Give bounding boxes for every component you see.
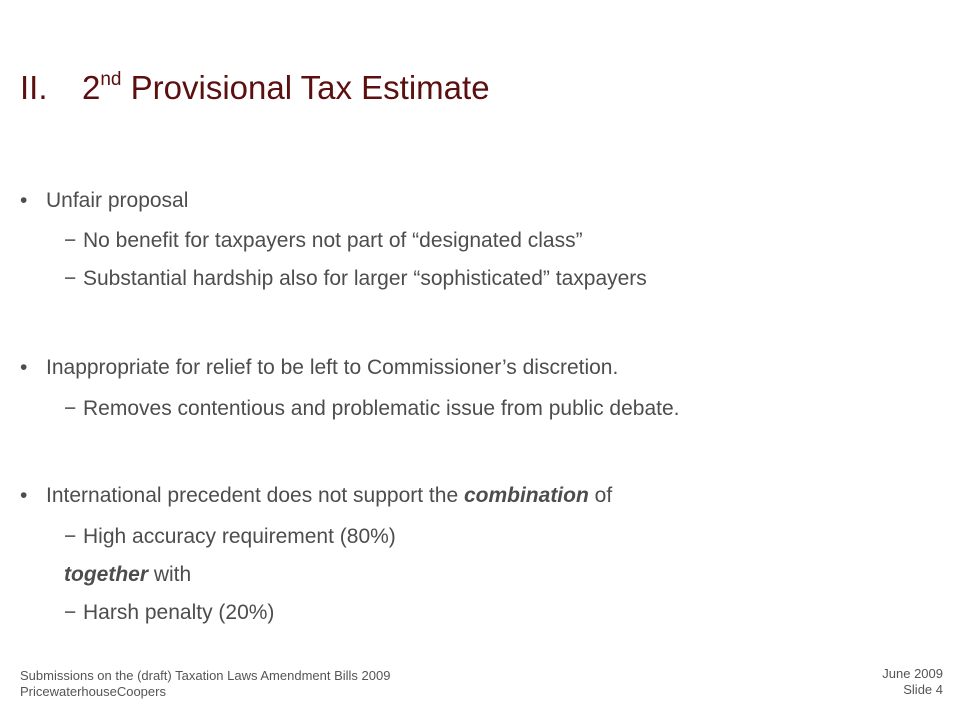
bullet-marker: • [20, 356, 28, 379]
bullet-text-emphasis: combination [463, 484, 589, 507]
footer-document-title: Submissions on the (draft) Taxation Laws Amendment Bills 2009 [20, 668, 391, 683]
bullet-text-start: International precedent does not support the [46, 484, 464, 507]
bullet-international-precedent [20, 483, 612, 509]
sub-item-removes-contentious [64, 396, 680, 422]
title-ordinal-suffix: nd [100, 69, 122, 90]
footer-slide-number: Slide 4 [903, 682, 943, 697]
sub-item-text: Removes contentious and problematic issue from public debate. [83, 397, 680, 420]
footer-left [20, 668, 390, 700]
sub-item-text: No benefit for taxpayers not part of “designated class” [83, 229, 583, 252]
bullet-text: Inappropriate for relief to be left to Commissioner’s discretion. [46, 356, 619, 379]
dash-marker: − [64, 267, 77, 290]
footer-right [882, 666, 943, 698]
sub-item-harsh-penalty [64, 600, 274, 626]
dash-marker: − [64, 525, 77, 548]
connector-emphasis: together [64, 563, 148, 586]
bullet-text: Unfair proposal [46, 189, 189, 212]
footer-date: June 2009 [882, 666, 943, 681]
slide-title [20, 68, 490, 108]
bullet-text-end: of [588, 484, 613, 507]
sub-item-substantial-hardship [64, 266, 647, 292]
bullet-inappropriate-relief [20, 355, 618, 381]
sub-item-text: High accuracy requirement (80%) [83, 525, 396, 548]
title-ordinal-number: 2 [82, 69, 101, 106]
sub-item-text: Harsh penalty (20%) [83, 601, 275, 624]
bullet-unfair-proposal [20, 188, 188, 214]
bullet-marker: • [20, 484, 28, 507]
sub-item-no-benefit [64, 228, 583, 254]
title-section-number: II. [20, 69, 48, 106]
dash-marker: − [64, 229, 77, 252]
dash-marker: − [64, 397, 77, 420]
bullet-marker: • [20, 189, 28, 212]
sub-item-high-accuracy [64, 524, 396, 550]
dash-marker: − [64, 601, 77, 624]
connector-text: with [148, 563, 192, 586]
footer-company: PricewaterhouseCoopers [20, 684, 166, 699]
sub-item-text: Substantial hardship also for larger “sophisticated” taxpayers [83, 267, 647, 290]
connector-together-with [64, 562, 191, 588]
title-text: Provisional Tax Estimate [121, 69, 490, 106]
